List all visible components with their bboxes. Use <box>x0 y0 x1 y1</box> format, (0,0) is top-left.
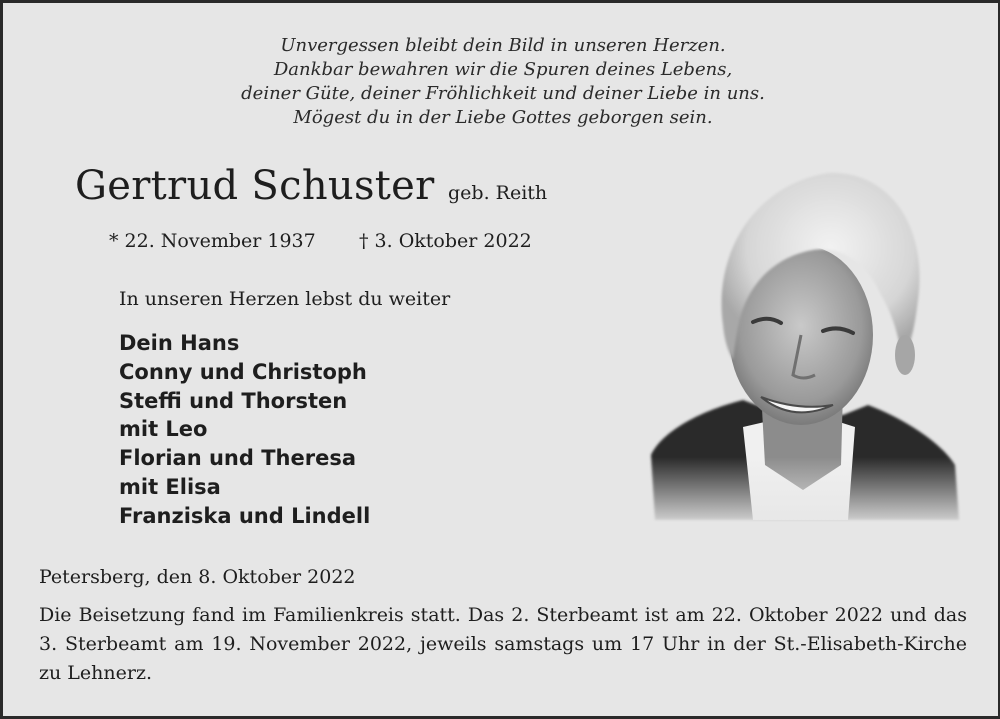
mourner-entry: mit Leo <box>119 417 208 442</box>
memorial-poem <box>3 34 1000 130</box>
mourner-entry: Franziska und Lindell <box>119 503 371 528</box>
poem-line: Dankbar bewahren wir die Spuren deines Lebens, <box>273 59 733 80</box>
mourner-entry: Dein Hans <box>119 331 240 355</box>
mourner-entry: Conny und Christoph <box>119 359 367 384</box>
birth-date: * 22. November 1937 <box>109 230 316 252</box>
death-date: † 3. Oktober 2022 <box>359 230 532 252</box>
mourner-entry: mit Elisa <box>119 474 221 499</box>
poem-line: deiner Güte, deiner Fröhlichkeit und deiner Liebe in uns. <box>241 83 765 104</box>
mourners-list <box>119 329 370 531</box>
deceased-name: Gertrud Schuster <box>75 163 435 209</box>
poem-line: Unvergessen bleibt dein Bild in unseren Herzen. <box>280 35 726 56</box>
mourner-entry: Steffi und Thorsten <box>119 388 348 413</box>
funeral-notice: Die Beisetzung fand im Familienkreis statt. Das 2. Sterbeamt ist am 22. Oktober 2022 und das 3. Sterbeamt am 19. November 2022, jeweils samstags um 17 Uhr in der St.-Elisabeth-Kirche zu Lehnerz. <box>39 604 967 684</box>
maiden-name: geb. Reith <box>448 182 548 204</box>
memorial-motto: In unseren Herzen lebst du weiter <box>119 288 451 310</box>
poem-line: Mögest du in der Liebe Gottes geborgen sein. <box>293 107 713 128</box>
photo-fade <box>643 165 963 530</box>
place-and-date: Petersberg, den 8. Oktober 2022 <box>39 566 356 588</box>
portrait-photo <box>643 165 963 530</box>
mourner-entry: Florian und Theresa <box>119 446 356 471</box>
